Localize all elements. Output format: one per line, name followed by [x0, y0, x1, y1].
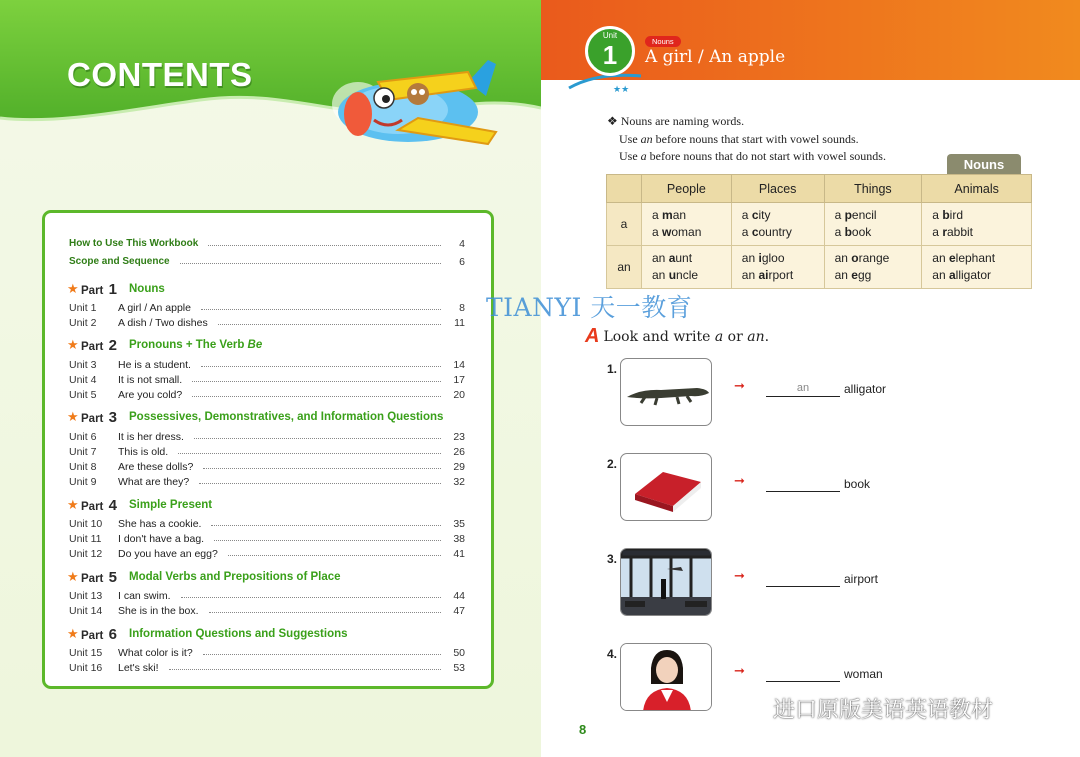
unit-word: Unit: [602, 31, 618, 40]
star-icon: ★: [67, 409, 79, 424]
table-header-cell: Places: [731, 175, 824, 203]
toc-title: She is in the box.: [118, 604, 199, 617]
table-cell: a bird a rabbit: [922, 203, 1032, 246]
toc-title: She has a cookie.: [118, 517, 202, 530]
alligator-picture: [620, 358, 712, 426]
toc-row[interactable]: [69, 645, 465, 660]
unit-label: Unit 5: [69, 388, 97, 401]
exercise-item: [603, 358, 887, 428]
unit-label: Unit 9: [69, 475, 97, 488]
star-icon: ★: [67, 497, 79, 512]
table-header-cell: Things: [824, 175, 922, 203]
table-row: [607, 246, 1032, 289]
part-label: Part: [81, 340, 104, 353]
table-header-cell: Animals: [922, 175, 1032, 203]
toc-row[interactable]: [69, 516, 465, 531]
exercise-item: [603, 453, 873, 523]
toc-title: Let's ski!: [118, 661, 159, 674]
airport-picture: [620, 548, 712, 616]
exercise-heading: [585, 325, 769, 348]
toc-row[interactable]: [69, 531, 465, 546]
unit-title: A girl / An apple: [645, 47, 786, 67]
table-header-cell: People: [642, 175, 732, 203]
toc-row[interactable]: [69, 603, 465, 618]
toc-row[interactable]: [69, 474, 465, 489]
unit-label: Unit 7: [69, 445, 97, 458]
article-cell: a: [607, 203, 642, 246]
part-heading[interactable]: [67, 625, 348, 643]
toc-page: 23: [453, 430, 465, 443]
topic-tag: Nouns: [645, 36, 681, 47]
toc-title: A girl / An apple: [118, 301, 191, 314]
part-title: Simple Present: [129, 499, 213, 511]
unit-badge: [585, 26, 635, 76]
answer-blank[interactable]: [766, 572, 840, 587]
part-label: Part: [81, 412, 104, 425]
book-picture: [620, 453, 712, 521]
toc-row[interactable]: [69, 357, 465, 372]
toc-title: Scope and Sequence: [69, 256, 170, 267]
toc-page: 47: [453, 604, 465, 617]
table-header-cell: [607, 175, 642, 203]
toc-title: A dish / Two dishes: [118, 316, 208, 329]
part-label: Part: [81, 572, 104, 585]
item-word: woman: [844, 667, 883, 681]
unit-label: Unit 8: [69, 460, 97, 473]
item-number: 2.: [607, 457, 618, 471]
toc-title: How to Use This Workbook: [69, 238, 199, 249]
table-cell: a city a country: [731, 203, 824, 246]
toc-title: I don't have a bag.: [118, 532, 205, 545]
part-number: 2: [108, 336, 117, 354]
part-label: Part: [81, 500, 104, 513]
unit-label: Unit 6: [69, 430, 97, 443]
exercise-letter: A: [585, 325, 600, 347]
arrow-icon: ➞: [734, 473, 745, 488]
unit-label: Unit 14: [69, 604, 103, 617]
toc-page: 32: [453, 475, 465, 488]
toc-row[interactable]: [69, 372, 465, 387]
toc-title: It is not small.: [118, 373, 183, 386]
toc-row[interactable]: [69, 387, 465, 402]
airplane-illustration: [318, 52, 518, 160]
table-header-row: [607, 175, 1032, 203]
article-cell: an: [607, 246, 642, 289]
toc-page: 6: [459, 255, 465, 268]
exercise-instruction: Look and write a or an.: [603, 328, 770, 345]
toc-row[interactable]: [69, 660, 465, 675]
exercise-item: [603, 548, 879, 618]
item-word: airport: [844, 572, 879, 586]
toc-page: 17: [453, 373, 465, 386]
part-label: Part: [81, 284, 104, 297]
part-number: 1: [108, 280, 117, 298]
toc-page: 44: [453, 589, 465, 602]
toc-page: 38: [453, 532, 465, 545]
part-title: Information Questions and Suggestions: [129, 628, 348, 640]
item-word: book: [844, 477, 871, 491]
table-cell: a man a woman: [642, 203, 732, 246]
toc-title: Are these dolls?: [118, 460, 194, 473]
unit-label: Unit 2: [69, 316, 97, 329]
toc-page: 8: [459, 301, 465, 314]
part-heading[interactable]: [67, 336, 262, 354]
unit-page: [541, 0, 1080, 757]
part-title: Possessives, Demonstratives, and Information Questions: [129, 411, 444, 423]
unit-number: 1: [602, 40, 618, 70]
rule-line: Use an before nouns that start with vowel sounds.: [619, 131, 859, 146]
part-label: Part: [81, 629, 104, 642]
wechat-caption: 进口原版美语英语教材: [735, 693, 993, 724]
toc-page: 20: [453, 388, 465, 401]
unit-label: Unit 12: [69, 547, 103, 560]
toc-page: 14: [453, 358, 465, 371]
toc-row[interactable]: [69, 236, 465, 251]
toc-title: It is her dress.: [118, 430, 184, 443]
diamond-bullet-icon: ❖: [607, 114, 618, 128]
unit-label: Unit 13: [69, 589, 103, 602]
unit-label: Unit 15: [69, 646, 103, 659]
arrow-icon: ➞: [734, 663, 745, 678]
toc-page: 53: [453, 661, 465, 674]
watermark: TIANYI 天一教育: [486, 293, 693, 322]
part-heading[interactable]: [67, 280, 165, 298]
toc-title: I can swim.: [118, 589, 171, 602]
toc-row[interactable]: [69, 459, 465, 474]
wechat-icon: [735, 698, 765, 720]
answer-blank[interactable]: [766, 477, 840, 492]
table-row: [607, 203, 1032, 246]
part-number: 6: [108, 625, 117, 643]
rule-line: ❖ Nouns are naming words.: [607, 114, 745, 128]
toc-title: This is old.: [118, 445, 169, 458]
item-word: alligator: [844, 382, 887, 396]
toc-page: 11: [454, 316, 465, 329]
unit-label: Unit 10: [69, 517, 103, 530]
toc-row[interactable]: [69, 254, 465, 269]
item-number: 1.: [607, 362, 618, 376]
star-icon: ★: [67, 281, 79, 296]
toc-page: 35: [453, 517, 465, 530]
page-title: CONTENTS: [67, 56, 253, 93]
nouns-table: [606, 174, 1032, 289]
toc-page: 41: [453, 547, 465, 560]
toc-page: 26: [453, 445, 465, 458]
part-heading[interactable]: [67, 496, 212, 514]
table-cell: an igloo an airport: [731, 246, 824, 289]
grammar-rules: [607, 113, 886, 166]
item-number: 4.: [607, 647, 618, 661]
arrow-icon: ➞: [734, 378, 745, 393]
toc-title: Are you cold?: [118, 388, 183, 401]
woman-picture: [620, 643, 712, 711]
toc-row[interactable]: [69, 444, 465, 459]
table-label: Nouns: [947, 154, 1021, 175]
toc-page: 50: [453, 646, 465, 659]
toc-title: What color is it?: [118, 646, 193, 659]
unit-label: Unit 1: [69, 301, 97, 314]
toc-title: Do you have an egg?: [118, 547, 218, 560]
rule-line: Use a before nouns that do not start with vowel sounds.: [619, 149, 886, 163]
unit-label: Unit 16: [69, 661, 103, 674]
svg-text:★★: ★★: [613, 84, 630, 94]
answer-blank[interactable]: [766, 667, 840, 682]
unit-label: Unit 3: [69, 358, 97, 371]
toc-title: He is a student.: [118, 358, 191, 371]
unit-label: Unit 4: [69, 373, 97, 386]
part-heading[interactable]: [67, 408, 443, 426]
star-icon: ★: [67, 569, 79, 584]
unit-label: Unit 11: [69, 532, 102, 545]
arrow-icon: ➞: [734, 568, 745, 583]
star-icon: ★: [67, 337, 79, 352]
table-cell: a pencil a book: [824, 203, 922, 246]
part-heading[interactable]: [67, 568, 341, 586]
part-number: 3: [108, 408, 117, 426]
table-cell: an elephant an alligator: [922, 246, 1032, 289]
table-cell: an aunt an uncle: [642, 246, 732, 289]
toc-row[interactable]: [69, 588, 465, 603]
toc-title: What are they?: [118, 475, 190, 488]
part-title: Pronouns + The Verb Be: [129, 339, 263, 351]
part-title: Modal Verbs and Prepositions of Place: [129, 571, 341, 583]
part-number: 5: [108, 568, 117, 586]
table-of-contents: [42, 210, 494, 689]
page-number: 8: [579, 722, 587, 737]
toc-page: 29: [453, 460, 465, 473]
part-number: 4: [108, 496, 117, 514]
toc-row[interactable]: [69, 300, 465, 315]
answer-blank[interactable]: an: [766, 382, 840, 397]
table-cell: an orange an egg: [824, 246, 922, 289]
toc-row[interactable]: [69, 546, 465, 561]
part-title: Nouns: [129, 283, 165, 295]
toc-page: 4: [459, 237, 465, 250]
toc-row[interactable]: [69, 429, 465, 444]
star-icon: ★: [67, 626, 79, 641]
toc-row[interactable]: [69, 315, 465, 330]
item-number: 3.: [607, 552, 618, 566]
